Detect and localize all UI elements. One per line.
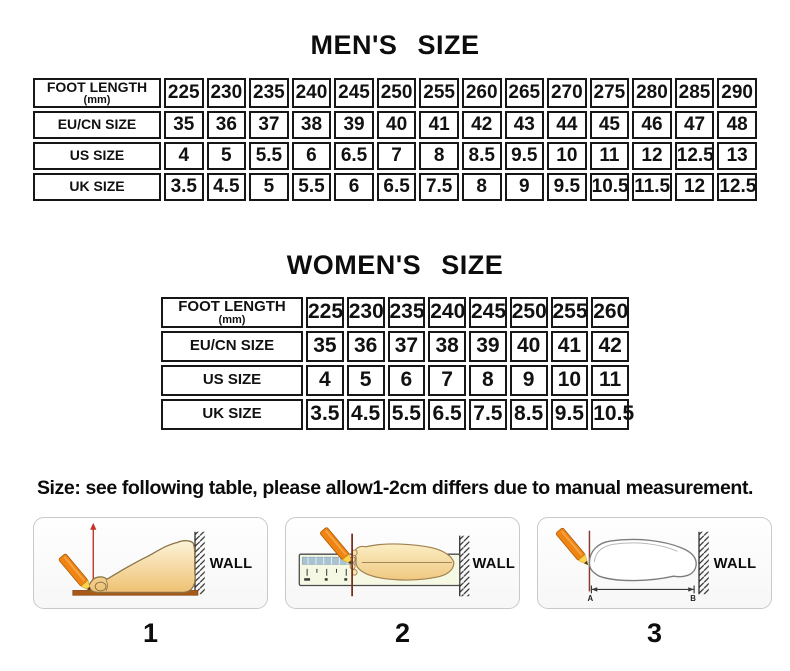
size-value-cell: 40	[377, 111, 417, 139]
size-value-cell: 4.5	[347, 399, 385, 430]
size-value-cell: 35	[306, 331, 344, 362]
size-value-cell: 8	[419, 142, 459, 170]
size-value-cell: 5	[249, 173, 289, 201]
size-value-cell: 275	[590, 78, 630, 108]
size-value-cell: 47	[675, 111, 715, 139]
size-value-cell: 9.5	[551, 399, 589, 430]
size-value-cell: 240	[428, 297, 466, 328]
size-value-cell: 42	[591, 331, 629, 362]
step-number-row	[0, 618, 790, 649]
size-value-cell: 7.5	[469, 399, 507, 430]
size-value-cell: 4.5	[207, 173, 247, 201]
measurement-note: Size: see following table, please allow1-2cm differs due to manual measurement.	[36, 476, 754, 499]
pencil-icon	[58, 553, 94, 594]
size-value-cell: 45	[590, 111, 630, 139]
wall-label: WALL	[713, 555, 757, 572]
size-value-cell: 5	[207, 142, 247, 170]
size-value-cell: 39	[469, 331, 507, 362]
size-value-cell: 36	[207, 111, 247, 139]
row-label: US SIZE	[33, 142, 161, 170]
size-value-cell: 245	[469, 297, 507, 328]
step-2-number: 2	[394, 617, 411, 648]
wall-hatch	[195, 531, 205, 594]
size-value-cell: 44	[547, 111, 587, 139]
insole-icon	[589, 539, 696, 580]
size-value-cell: 280	[632, 78, 672, 108]
table-row	[161, 365, 629, 396]
size-value-cell: 11	[591, 365, 629, 396]
size-value-cell: 11.5	[632, 173, 672, 201]
size-value-cell: 270	[547, 78, 587, 108]
size-value-cell: 9	[510, 365, 548, 396]
measure-line	[591, 585, 694, 593]
table-row	[161, 331, 629, 362]
step-3-number: 3	[646, 617, 663, 648]
size-value-cell: 285	[675, 78, 715, 108]
row-label: UK SIZE	[33, 173, 161, 201]
measure-step-2-panel	[285, 517, 520, 609]
pencil-icon	[555, 527, 591, 568]
size-value-cell: 230	[347, 297, 385, 328]
wall-hatch	[699, 531, 709, 594]
foot-against-wall-illustration	[34, 518, 267, 608]
size-value-cell: 5.5	[249, 142, 289, 170]
size-value-cell: 37	[388, 331, 426, 362]
size-value-cell: 250	[377, 78, 417, 108]
size-value-cell: 36	[347, 331, 385, 362]
size-value-cell: 8.5	[510, 399, 548, 430]
row-label: FOOT LENGTH (mm)	[33, 78, 161, 108]
size-value-cell: 9.5	[505, 142, 545, 170]
size-value-cell: 255	[551, 297, 589, 328]
row-label: FOOT LENGTH (mm)	[161, 297, 303, 328]
size-value-cell: 12	[675, 173, 715, 201]
size-value-cell: 12.5	[717, 173, 757, 201]
size-value-cell: 235	[388, 297, 426, 328]
size-value-cell: 35	[164, 111, 204, 139]
size-value-cell: 10.5	[590, 173, 630, 201]
size-value-cell: 12.5	[675, 142, 715, 170]
womens-size-title: WOMEN'S SIZE	[286, 249, 504, 280]
size-value-cell: 260	[462, 78, 502, 108]
size-value-cell: 7	[377, 142, 417, 170]
size-value-cell: 8.5	[462, 142, 502, 170]
size-value-cell: 38	[292, 111, 332, 139]
size-value-cell: 3.5	[306, 399, 344, 430]
table-row	[161, 399, 629, 430]
size-value-cell: 5.5	[388, 399, 426, 430]
size-value-cell: 230	[207, 78, 247, 108]
size-value-cell: 42	[462, 111, 502, 139]
row-label: EU/CN SIZE	[33, 111, 161, 139]
size-value-cell: 39	[334, 111, 374, 139]
size-value-cell: 41	[419, 111, 459, 139]
size-value-cell: 12	[632, 142, 672, 170]
size-value-cell: 5.5	[292, 173, 332, 201]
table-row	[161, 297, 629, 328]
point-b-label: B	[690, 593, 696, 603]
size-value-cell: 37	[249, 111, 289, 139]
size-value-cell: 4	[306, 365, 344, 396]
size-value-cell: 10	[551, 365, 589, 396]
mens-size-table	[30, 75, 760, 204]
size-value-cell: 225	[306, 297, 344, 328]
size-value-cell: 3.5	[164, 173, 204, 201]
size-value-cell: 13	[717, 142, 757, 170]
size-value-cell: 265	[505, 78, 545, 108]
mens-size-title: MEN'S SIZE	[310, 30, 480, 60]
size-value-cell: 46	[632, 111, 672, 139]
size-value-cell: 8	[462, 173, 502, 201]
womens-size-table	[158, 294, 635, 433]
size-value-cell: 7.5	[419, 173, 459, 201]
size-value-cell: 250	[510, 297, 548, 328]
size-value-cell: 7	[428, 365, 466, 396]
row-label: EU/CN SIZE	[161, 331, 303, 362]
foot-on-ruler-illustration	[286, 518, 519, 608]
size-value-cell: 6.5	[377, 173, 417, 201]
size-value-cell: 245	[334, 78, 374, 108]
measure-step-1-panel	[33, 517, 268, 609]
size-value-cell: 9	[505, 173, 545, 201]
size-value-cell: 6.5	[334, 142, 374, 170]
size-value-cell: 260	[591, 297, 629, 328]
wall-label: WALL	[209, 555, 253, 572]
size-value-cell: 6	[388, 365, 426, 396]
measurement-steps	[0, 517, 790, 609]
size-value-cell: 8	[469, 365, 507, 396]
size-value-cell: 5	[347, 365, 385, 396]
size-value-cell: 40	[510, 331, 548, 362]
table-row	[33, 111, 757, 139]
table-row	[33, 78, 757, 108]
size-value-cell: 10	[547, 142, 587, 170]
size-value-cell: 6	[292, 142, 332, 170]
row-label: US SIZE	[161, 365, 303, 396]
size-value-cell: 38	[428, 331, 466, 362]
table-row	[33, 142, 757, 170]
insole-measure-illustration	[538, 518, 771, 608]
table-row	[33, 173, 757, 201]
size-value-cell: 10.5	[591, 399, 629, 430]
size-value-cell: 290	[717, 78, 757, 108]
size-value-cell: 4	[164, 142, 204, 170]
wall-hatch	[460, 535, 470, 596]
foot-side-icon	[89, 540, 195, 592]
size-value-cell: 225	[164, 78, 204, 108]
size-value-cell: 6	[334, 173, 374, 201]
size-value-cell: 11	[590, 142, 630, 170]
size-value-cell: 240	[292, 78, 332, 108]
wall-label: WALL	[472, 555, 516, 572]
step-1-number: 1	[142, 617, 159, 648]
size-value-cell: 43	[505, 111, 545, 139]
size-value-cell: 255	[419, 78, 459, 108]
point-a-label: A	[587, 593, 594, 603]
size-value-cell: 235	[249, 78, 289, 108]
size-value-cell: 9.5	[547, 173, 587, 201]
size-value-cell: 41	[551, 331, 589, 362]
size-value-cell: 6.5	[428, 399, 466, 430]
row-label: UK SIZE	[161, 399, 303, 430]
size-value-cell: 48	[717, 111, 757, 139]
measure-step-3-panel	[537, 517, 772, 609]
